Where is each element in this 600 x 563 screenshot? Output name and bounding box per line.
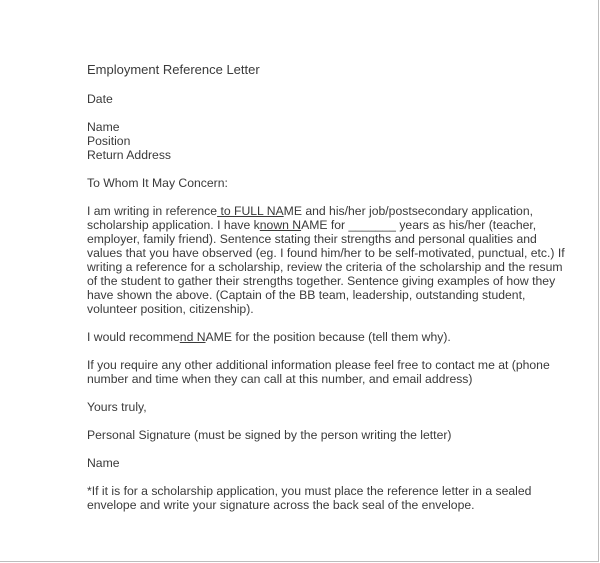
salutation: To Whom It May Concern: [87,176,228,190]
text-run: I am writing in reference [87,204,218,218]
letter-body [87,62,599,526]
paragraph-contact [87,358,599,386]
text-run: I would recomme [87,330,180,344]
recipient-name: Name [87,120,120,134]
recipient-block [87,120,599,162]
paragraph-line: volunteer position, citizenship). [87,302,254,316]
text-run: ME and his/her job/postsecondary application, [283,204,533,218]
closing: Yours truly, [87,400,147,414]
text-run: AME for the position because (tell them why). [205,330,451,344]
paragraph-line: values that you have observed (eg. I found him/her to be self-motivated, punctual, etc.) If [87,246,565,260]
recipient-position: Position [87,134,131,148]
letter-title: Employment Reference Letter [87,62,260,77]
paragraph-line [87,204,599,218]
signature-note: Personal Signature (must be signed by the person writing the letter) [87,428,452,442]
paragraph-line: writing a reference for a scholarship, review the criteria of the scholarship and the resum [87,260,563,274]
footnote [87,484,599,512]
paragraph-line: of the student to gather their strengths together. Sentence giving examples of how they [87,274,556,288]
signer-name: Name [87,456,120,470]
recipient-address: Return Address [87,148,172,162]
paragraph-line: *If it is for a scholarship application, you must place the reference letter in a sealed [87,484,532,498]
text-run: scholarship application. I have k [87,218,260,232]
paragraph-line [87,218,599,232]
paragraph-line: envelope and write your signature across the back seal of the envelope. [87,498,475,512]
paragraph-recommend [87,330,599,344]
paragraph-line: number and time when they can call at this number, and email address) [87,372,473,386]
text-run: AME for _______ years as his/her (teacher, [301,218,537,232]
paragraph-reference [87,204,599,316]
underlined-text: nown N [259,218,302,232]
date-line: Date [87,92,113,106]
paragraph-line: employer, family friend). Sentence stating their strengths and personal qualities and [87,232,537,246]
underlined-text: to FULL NA [217,204,284,218]
paragraph-line: If you require any other additional information please feel free to contact me at (phone [87,358,550,372]
underlined-text: nd N [179,330,206,344]
paragraph-line: have shown the above. (Captain of the BB team, leadership, outstanding student, [87,288,526,302]
